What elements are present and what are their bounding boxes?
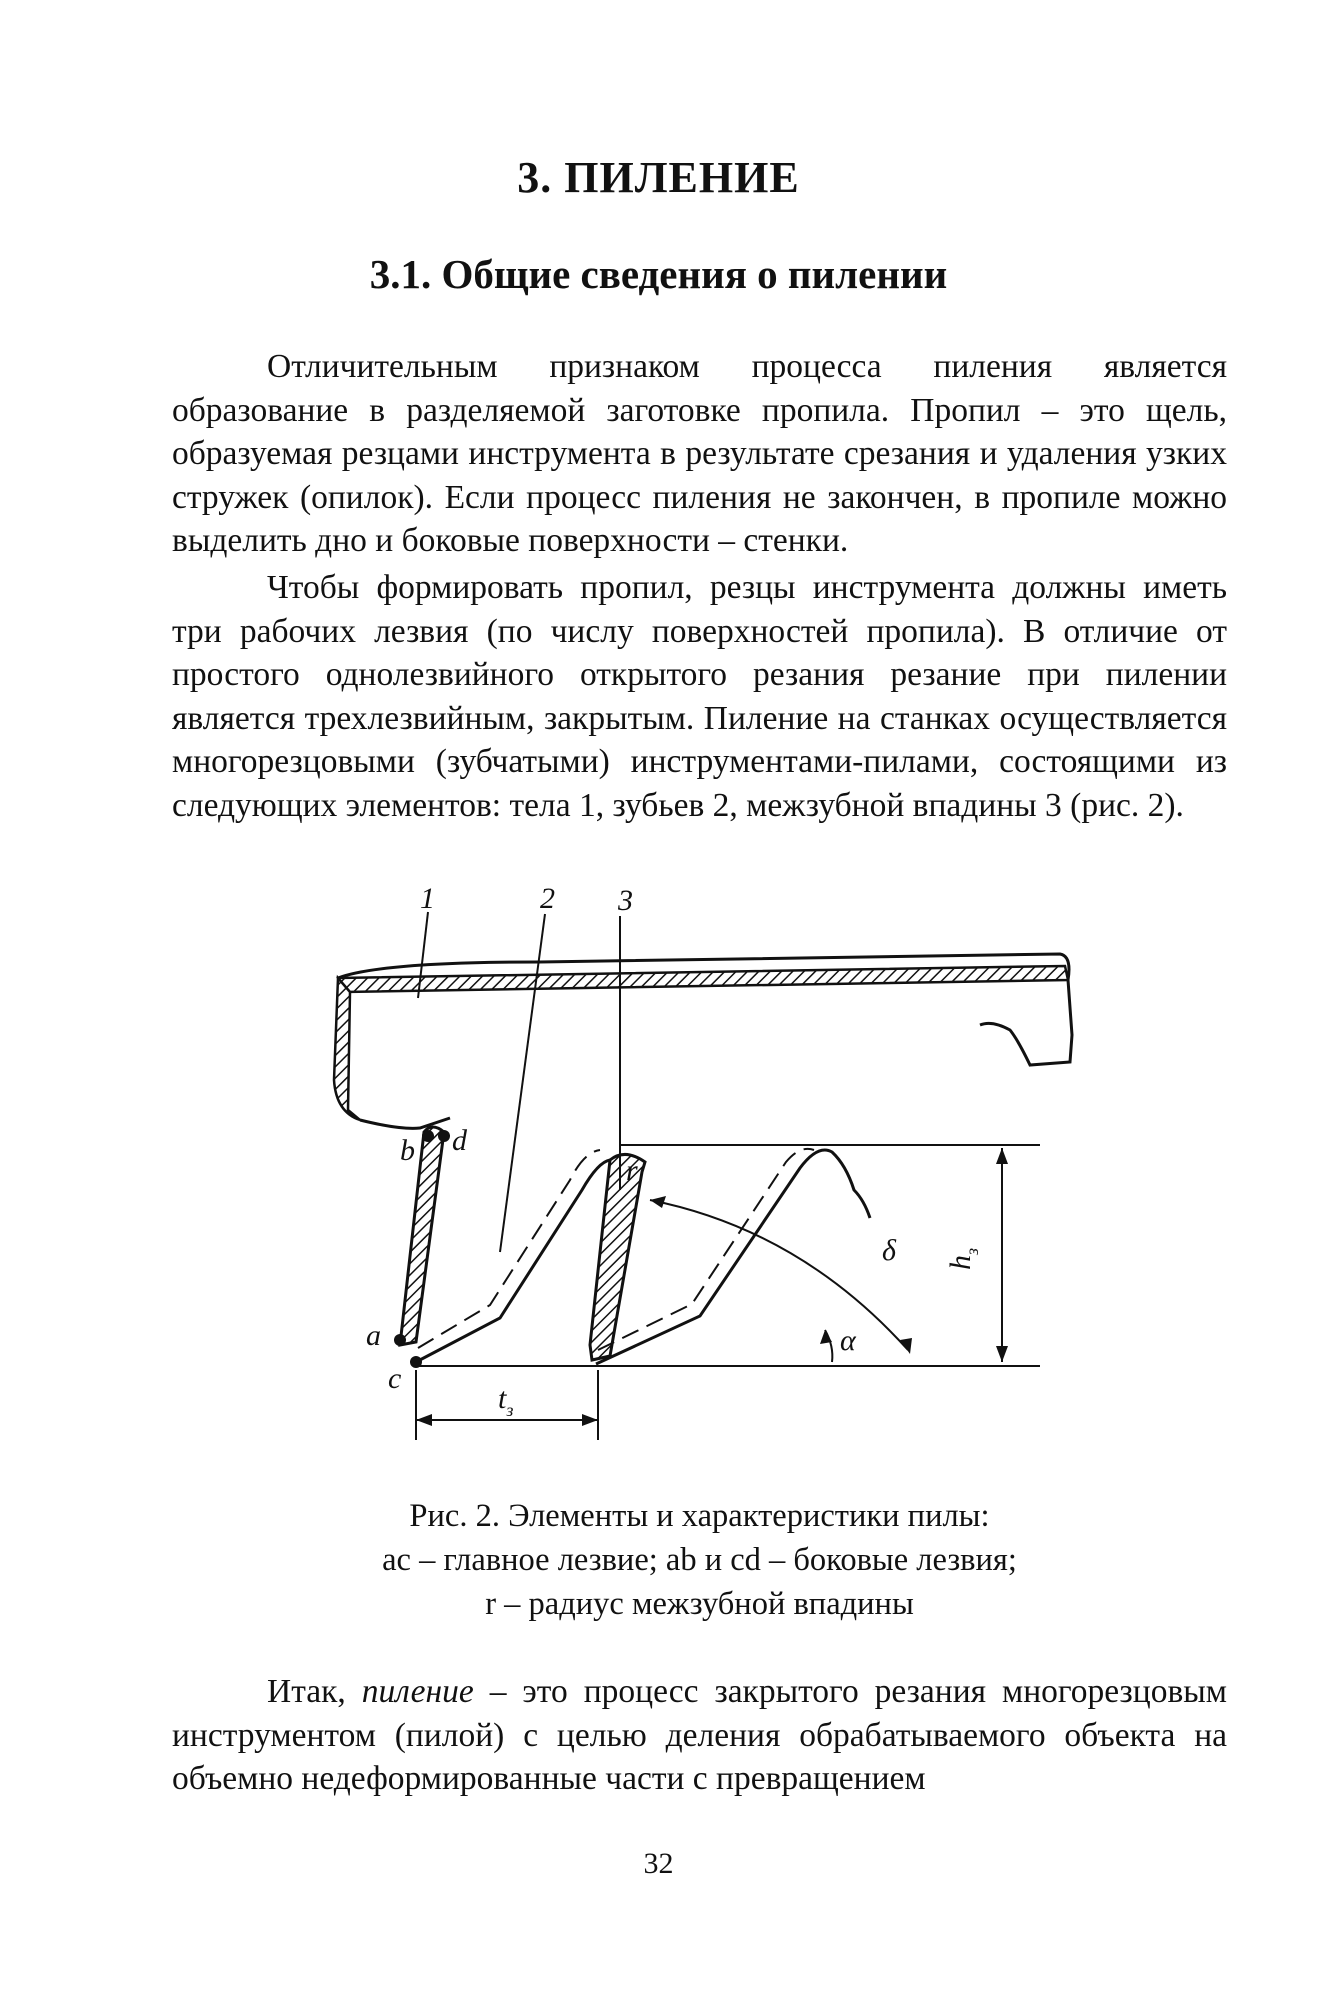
label-point-d: d xyxy=(452,1124,467,1157)
caption-line-2: ac – главное лезвие; ab и cd – боковые лезвия; xyxy=(382,1542,1017,1578)
label-body: 1 xyxy=(420,882,435,915)
label-pitch: $t_з$ xyxy=(498,1382,514,1420)
saw-body xyxy=(334,954,1072,1128)
caption-line-3: r – радиус межзубной впадины xyxy=(485,1586,914,1622)
label-point-a: a xyxy=(366,1319,381,1352)
label-angle-alpha: α xyxy=(840,1324,856,1357)
point-c-marker xyxy=(410,1356,422,1368)
paragraph-definition xyxy=(172,1670,1227,1801)
page-number: 32 xyxy=(643,1847,674,1880)
label-angle-delta: δ xyxy=(882,1234,896,1267)
label-tooth: 2 xyxy=(540,882,555,915)
dimension-lines xyxy=(416,912,1040,1440)
caption-line-1: Рис. 2. Элементы и характеристики пилы: xyxy=(409,1498,990,1534)
definition-rest: – это процесс закрытого резания многорезцовым инструментом (пилой) с целью деления обрабатываемого объекта на объемно недеформированные части с превращением xyxy=(172,1673,1227,1798)
paragraph-saw-elements: Чтобы формировать пропил, резцы инструмента должны иметь три рабочих лезвия (по числу поверхностей пропила). В отличие от простого однолезвийного открытого резания резание при пилении является трехлезвийным, закрытым. Пиление на станках осуществляется многорезцовыми (зубчатыми) инструментами-пилами, состоящими из следующих элементов: тела 1, зубьев 2, межзубной впадины 3 (рис. 2). xyxy=(172,569,1227,824)
section-title: 3.1. Общие сведения о пилении xyxy=(369,251,948,297)
label-radius: r xyxy=(626,1154,638,1187)
label-gullet: 3 xyxy=(618,884,633,917)
point-b-marker xyxy=(422,1130,434,1142)
point-d-marker xyxy=(438,1130,450,1142)
chapter-title: 3. ПИЛЕНИЕ xyxy=(517,153,800,202)
point-a-marker xyxy=(394,1334,406,1346)
saw-diagram xyxy=(320,882,1100,1460)
label-point-c: c xyxy=(388,1362,402,1395)
label-point-b: b xyxy=(400,1134,415,1167)
label-height: $h_з$ xyxy=(944,1247,982,1270)
figure-caption xyxy=(172,1494,1227,1626)
paragraph-intro: Отличительным признаком процесса пиления является образование в разделяемой заготовке пропила. Пропил – это щель, образуемая резцами инструмента в результате срезания и удаления узких стружек (опилок). Если процесс пиления не закончен, в пропиле можно выделить дно и боковые поверхности – стенки. xyxy=(172,348,1227,560)
definition-lead: Итак, xyxy=(267,1673,362,1710)
definition-term: пиление xyxy=(361,1673,474,1710)
